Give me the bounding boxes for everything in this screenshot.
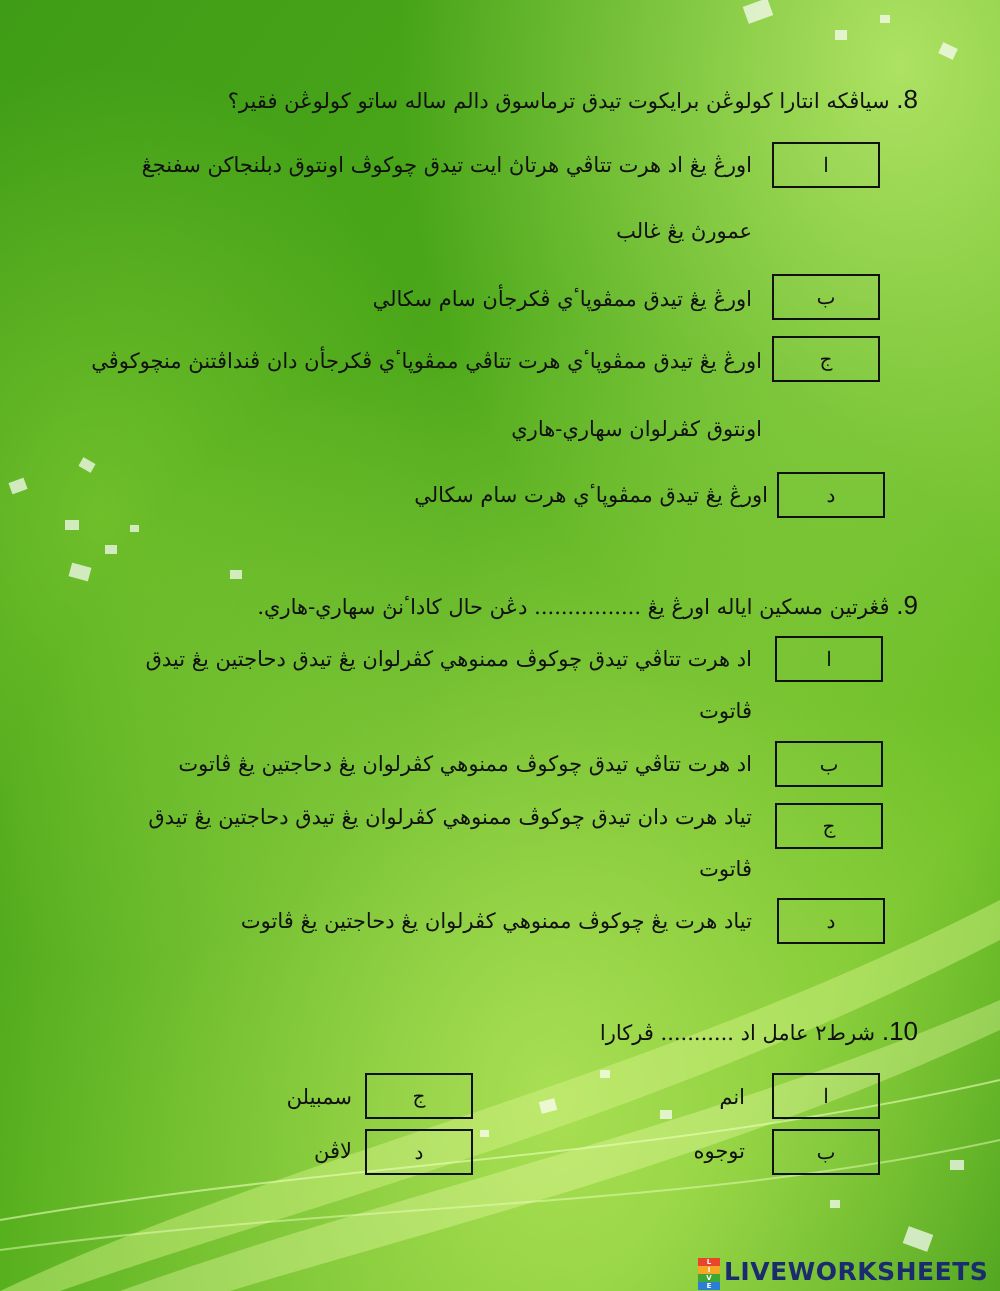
q10-option-a-text: انم bbox=[719, 1085, 745, 1109]
q8-option-c-box[interactable]: ج bbox=[772, 336, 880, 382]
q9-option-c-line2: ڤاتوت bbox=[699, 857, 752, 881]
q9-option-c-line1: تياد هرت دان تيدق چوکوڤ ممنوهي کڤرلوان يڠ تيدق دحاجتين يڠ تيدق bbox=[148, 805, 752, 829]
q9-option-a-line1: اد هرت تتاڤي تيدق چوکوڤ ممنوهي کڤرلوان يڠ تيدق دحاجتين يڠ تيدق bbox=[145, 647, 752, 671]
q8-option-a-line2: عمورڽ يڠ غالب bbox=[616, 219, 752, 243]
q8-option-a-box[interactable]: ا bbox=[772, 142, 880, 188]
q9-option-b-box[interactable]: ب bbox=[775, 741, 883, 787]
question-8-number: 8. bbox=[896, 84, 918, 114]
liveworksheets-brand bbox=[698, 1256, 989, 1290]
question-8-text: سياڤكه انتارا کولوڠن برايکوت تيدق ترماسوق دالم ساله ساتو کولوڠن فقير؟ bbox=[227, 89, 890, 113]
q10-option-c-box[interactable]: ج bbox=[365, 1073, 473, 1119]
q8-option-a-line1: اورڠ يڠ اد هرت تتاڤي هرتاڽ ايت تيدق چوکوڤ اونتوق دبلنجاکن سفنجڠ bbox=[141, 153, 752, 177]
q10-option-b-text: توجوه bbox=[693, 1139, 745, 1163]
q10-option-c-text: سمبيلن bbox=[286, 1085, 352, 1109]
q9-option-a-line2: ڤاتوت bbox=[699, 699, 752, 723]
q9-option-c-box[interactable]: ج bbox=[775, 803, 883, 849]
question-8 bbox=[228, 84, 918, 115]
q8-option-b-box[interactable]: ب bbox=[772, 274, 880, 320]
q10-option-a-box[interactable]: ا bbox=[772, 1073, 880, 1119]
question-10 bbox=[600, 1016, 918, 1047]
question-9-number: 9. bbox=[896, 590, 918, 620]
q8-option-d-box[interactable]: د bbox=[777, 472, 885, 518]
q10-option-d-text: لاڤن bbox=[313, 1139, 352, 1163]
q8-option-c-line2: اونتوق کڤرلوان سهاري-هاري bbox=[511, 417, 762, 441]
q9-option-b-line1: اد هرت تتاڤي تيدق چوکوڤ ممنوهي کڤرلوان يڠ دحاجتين يڠ ڤاتوت bbox=[178, 752, 752, 776]
q9-option-a-box[interactable]: ا bbox=[775, 636, 883, 682]
question-9-text: ڤڠرتين مسکين اياله اورڠ يڠ ................ دڠن حال کاداٴنڽ سهاري-هاري. bbox=[257, 595, 890, 619]
q9-option-d-box[interactable]: د bbox=[777, 898, 885, 944]
q8-option-d-line1: اورڠ يڠ تيدق ممڤوڽاٴي هرت سام سکالي bbox=[414, 483, 768, 507]
q9-option-d-line1: تياد هرت يڠ چوکوڤ ممنوهي کڤرلوان يڠ دحاجتين يڠ ڤاتوت bbox=[240, 909, 752, 933]
question-10-number: 10. bbox=[881, 1016, 918, 1046]
question-9 bbox=[257, 590, 918, 621]
q8-option-b-line1: اورڠ يڠ تيدق ممڤوڽاٴي ڤکرجأن سام سکالي bbox=[372, 287, 752, 311]
liveworksheets-text: LIVEWORKSHEETS bbox=[724, 1256, 989, 1286]
q10-option-b-box[interactable]: ب bbox=[772, 1129, 880, 1175]
q8-option-c-line1: اورڠ يڠ تيدق ممڤوڽاٴي هرت تتاڤي ممڤوڽاٴي ڤکرجأن دان ڤنداڤتنڽ منچوکوڤي bbox=[91, 349, 762, 373]
liveworksheets-logo-icon: L I V E bbox=[698, 1258, 720, 1284]
q10-option-d-box[interactable]: د bbox=[365, 1129, 473, 1175]
question-10-text: شرط٢ عامل اد ........... ڤرکارا bbox=[599, 1021, 876, 1045]
